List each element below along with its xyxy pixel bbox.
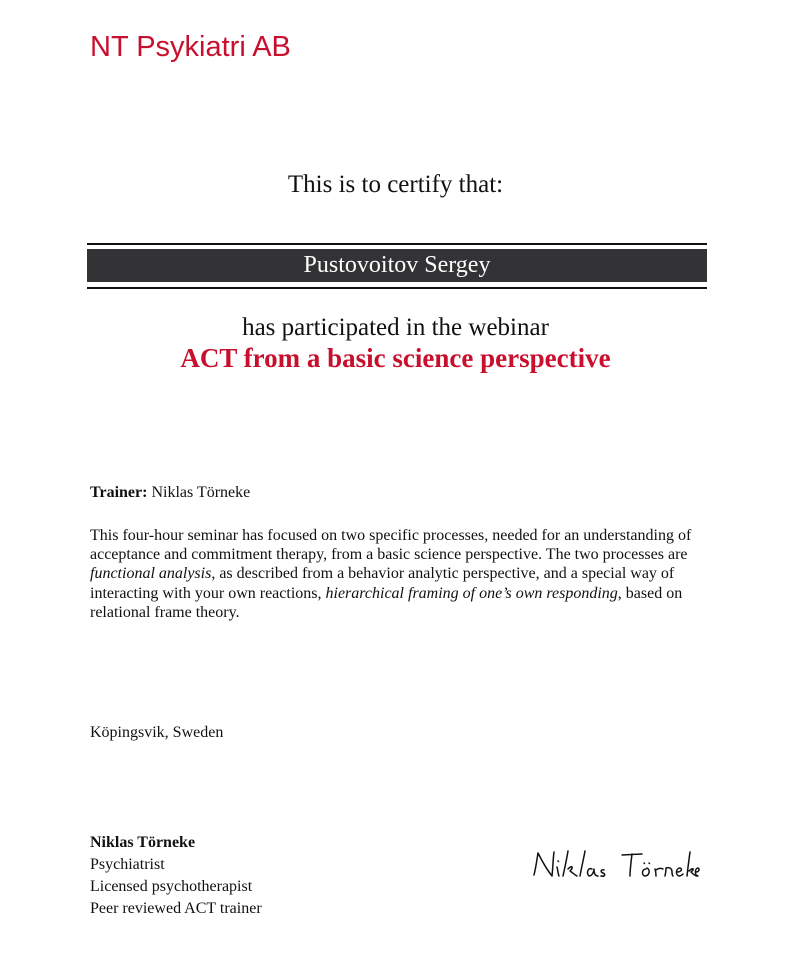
- trainer-line: [90, 483, 250, 504]
- description-emphasis-1: functional analysis: [90, 565, 212, 583]
- signatory-title-3: Peer reviewed ACT trainer: [90, 900, 262, 917]
- description-part-2: , as described from a behavior analytic perspective, and a special way of interacting with your own reactions,: [90, 565, 675, 602]
- signatory-name: Niklas Törneke: [90, 834, 196, 851]
- top-rule: [87, 243, 707, 245]
- location: Köpingsvik, Sweden: [90, 724, 224, 741]
- bottom-rule: [87, 287, 707, 289]
- signatory-block: [90, 832, 262, 920]
- participated-text: has participated in the webinar: [242, 314, 549, 341]
- signatory-title-1: Psychiatrist: [90, 856, 165, 873]
- signatory-title-2: Licensed psychotherapist: [90, 878, 253, 895]
- trainer-label: Trainer:: [90, 484, 148, 501]
- description-part-3: , based on relational frame theory.: [90, 584, 683, 621]
- course-title: ACT from a basic science perspective: [180, 343, 611, 373]
- company-name: NT Psykiatri AB: [90, 31, 291, 63]
- seminar-description: [90, 526, 700, 622]
- handwritten-signature: [530, 845, 700, 885]
- description-emphasis-2: hierarchical framing of one’s own responding: [325, 584, 618, 602]
- certify-intro: This is to certify that:: [287, 171, 504, 198]
- description-part-1: This four-hour seminar has focused on two specific processes, needed for an understanding of acceptance and commitment therapy, from a basic science perspective. The two processes are: [90, 527, 692, 564]
- trainer-name: Niklas Törneke: [151, 484, 251, 501]
- recipient-name: Pustovoitov Sergey: [87, 249, 707, 282]
